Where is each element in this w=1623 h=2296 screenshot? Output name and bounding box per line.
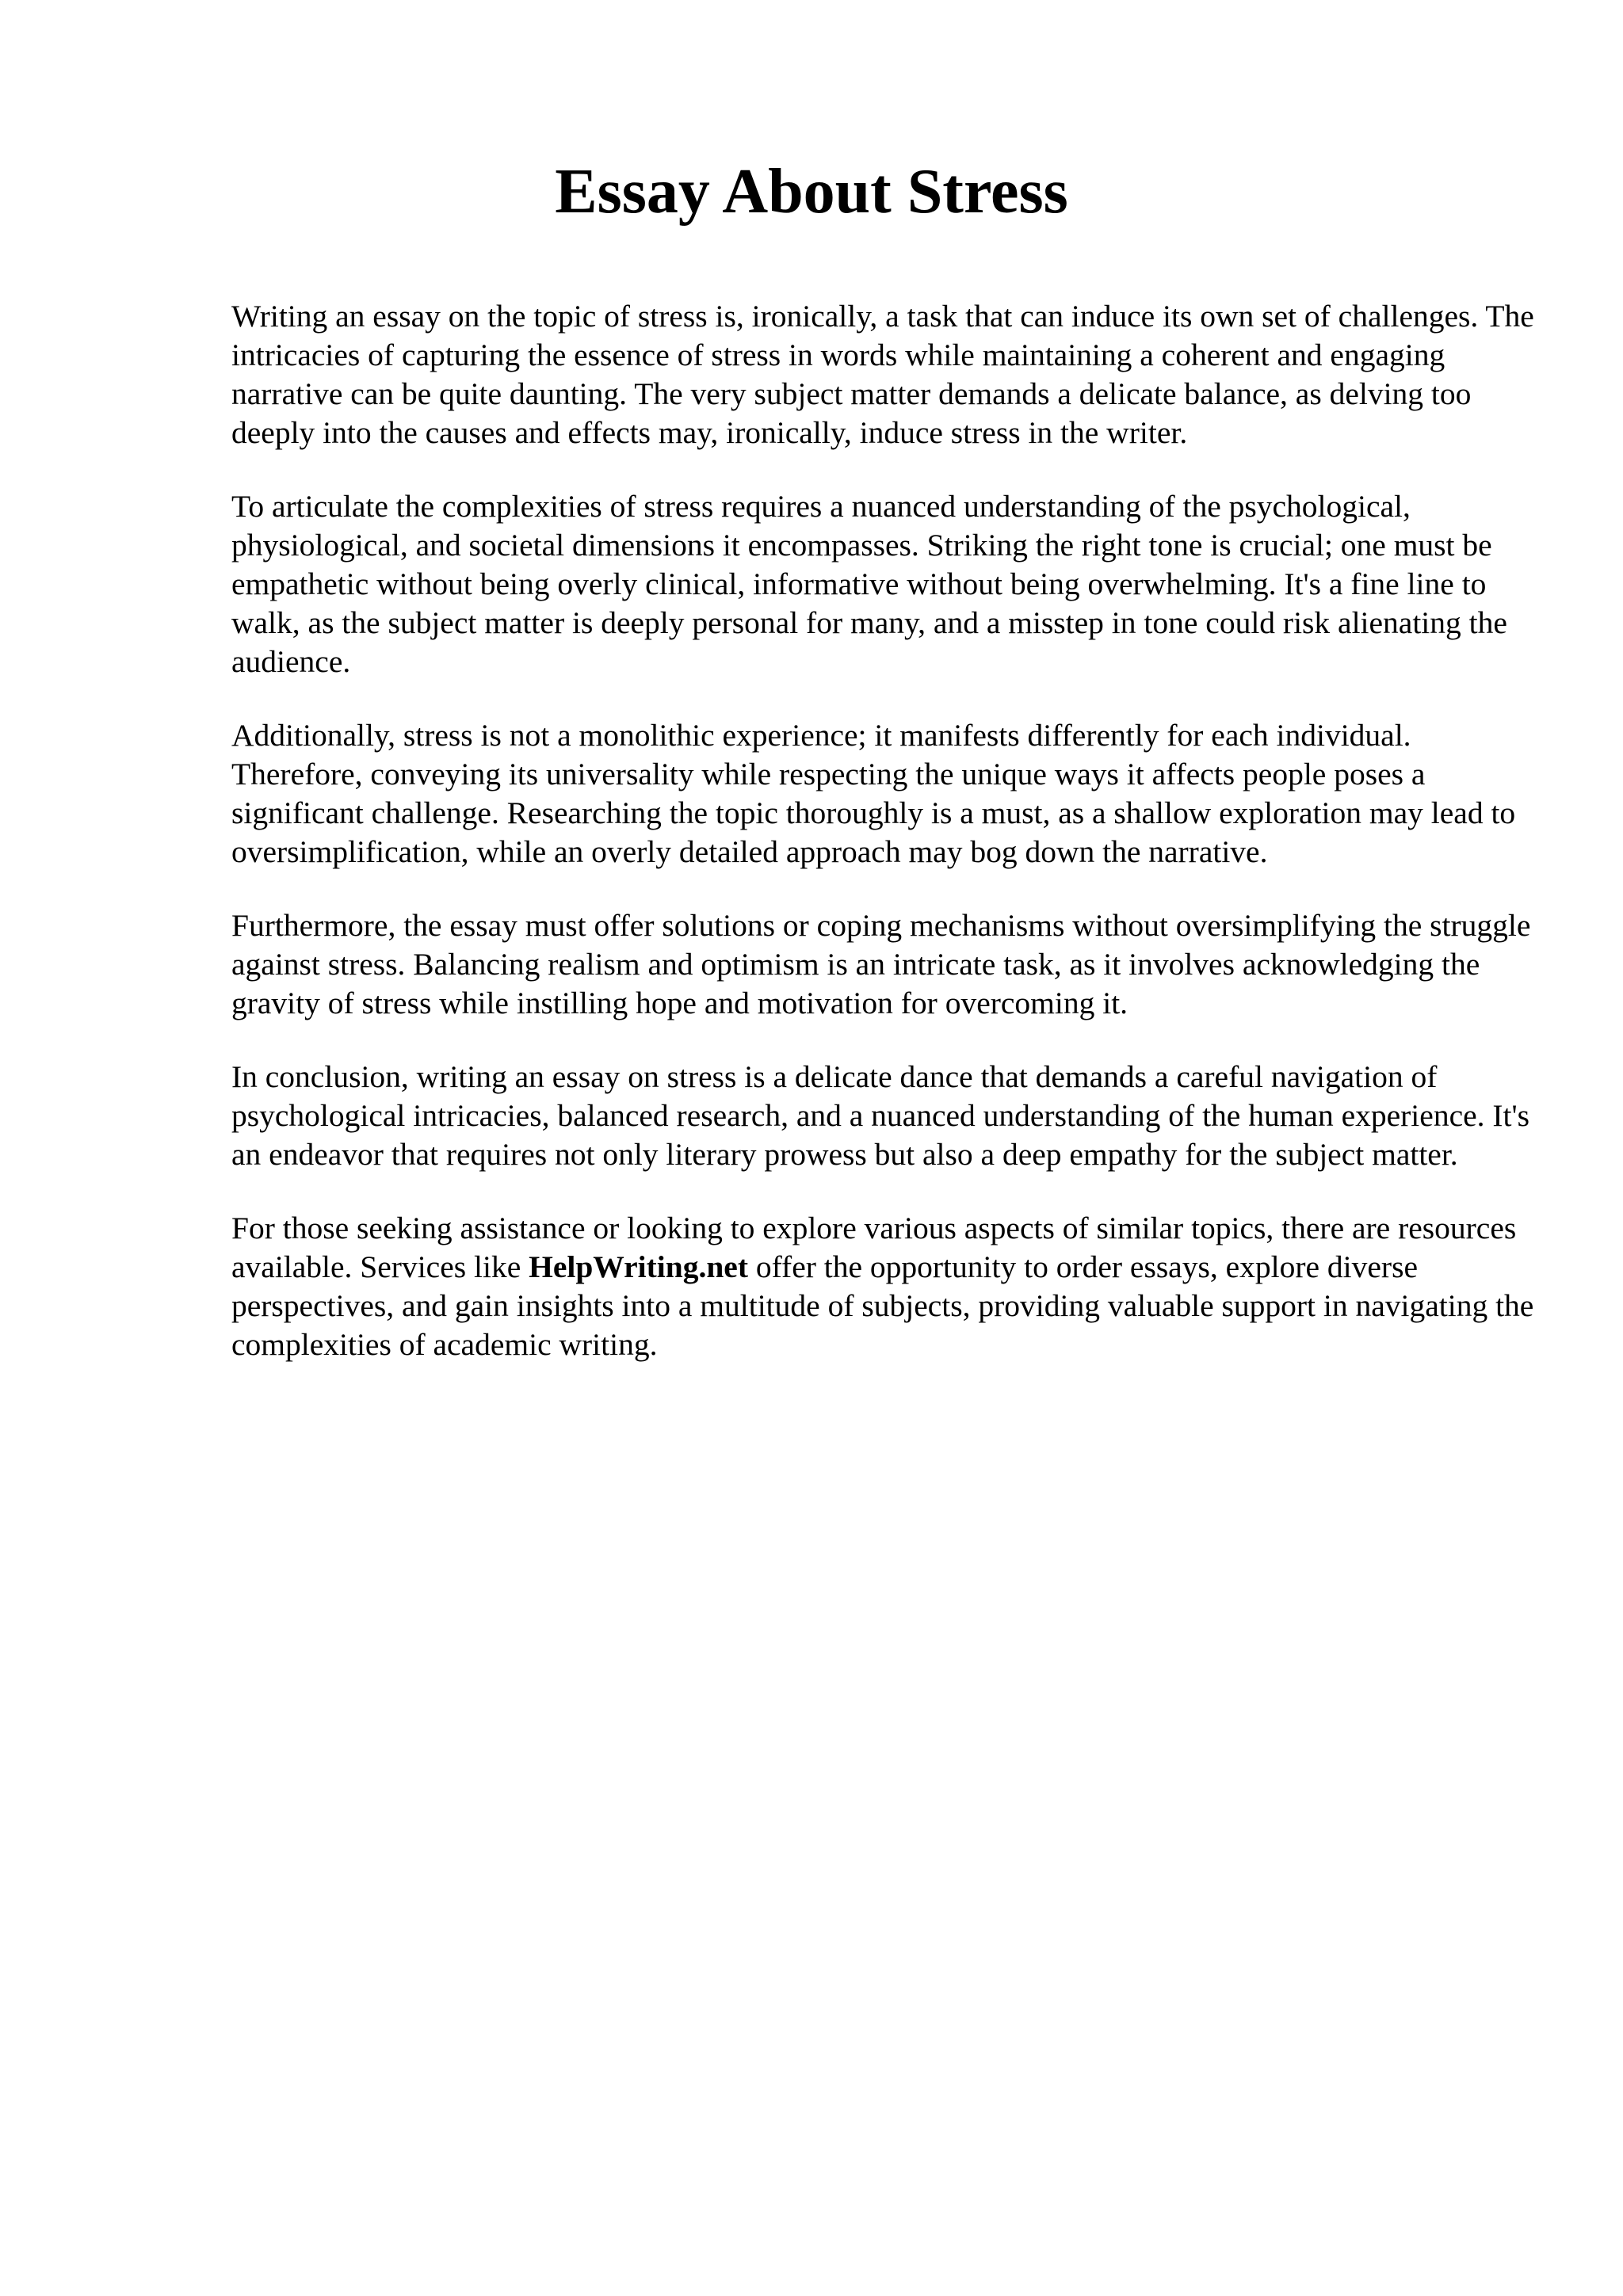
paragraph-4: Furthermore, the essay must offer solutions or coping mechanisms without oversimplifying the struggle against stress. Balancing realism and optimism is an intricate task, as it involves acknowledging the gravity of stress while instilling hope and motivation for overcoming it. (231, 908, 1531, 1020)
paragraph-6-before-link: For those seeking assistance or looking to explore various aspects of similar topics, there are resources available. Services like (231, 1211, 1517, 1284)
paragraph-2: To articulate the complexities of stress requires a nuanced understanding of the psychological, physiological, and societal dimensions it encompasses. Striking the right tone is crucial; one must be empathetic without being overly clinical, informative without being overwhelming. It's a fine line to walk, as the subject matter is deeply personal for many, and a misstep in tone could risk alienating the audience. (231, 489, 1507, 679)
paragraph-3: Additionally, stress is not a monolithic experience; it manifests differently for each individual. Therefore, conveying its universality while respecting the unique ways it affects people poses a significant challenge. Researching the topic thoroughly is a must, as a shallow exploration may lead to oversimplification, while an overly detailed approach may bog down the narrative. (231, 718, 1516, 869)
essay-body (231, 297, 1539, 1399)
page-title: Essay About Stress (555, 157, 1068, 227)
paragraph-6-after-link: offer the opportunity to order essays, explore diverse perspectives, and gain insights into a multitude of subjects, providing valuable support in navigating the complexities of academic writing. (231, 1249, 1534, 1362)
helpwriting-link[interactable]: HelpWriting.net (529, 1249, 748, 1284)
paragraph-6 (231, 1209, 1539, 1364)
paragraph-5: In conclusion, writing an essay on stress is a delicate dance that demands a careful navigation of psychological intricacies, balanced research, and a nuanced understanding of the human experience. It's an endeavor that requires not only literary prowess but also a deep empathy for the subject matter. (231, 1059, 1529, 1172)
paragraph-1: Writing an essay on the topic of stress is, ironically, a task that can induce its own set of challenges. The intricacies of capturing the essence of stress in words while maintaining a coherent and engaging narrative can be quite daunting. The very subject matter demands a delicate balance, as delving too deeply into the causes and effects may, ironically, induce stress in the writer. (231, 299, 1534, 450)
